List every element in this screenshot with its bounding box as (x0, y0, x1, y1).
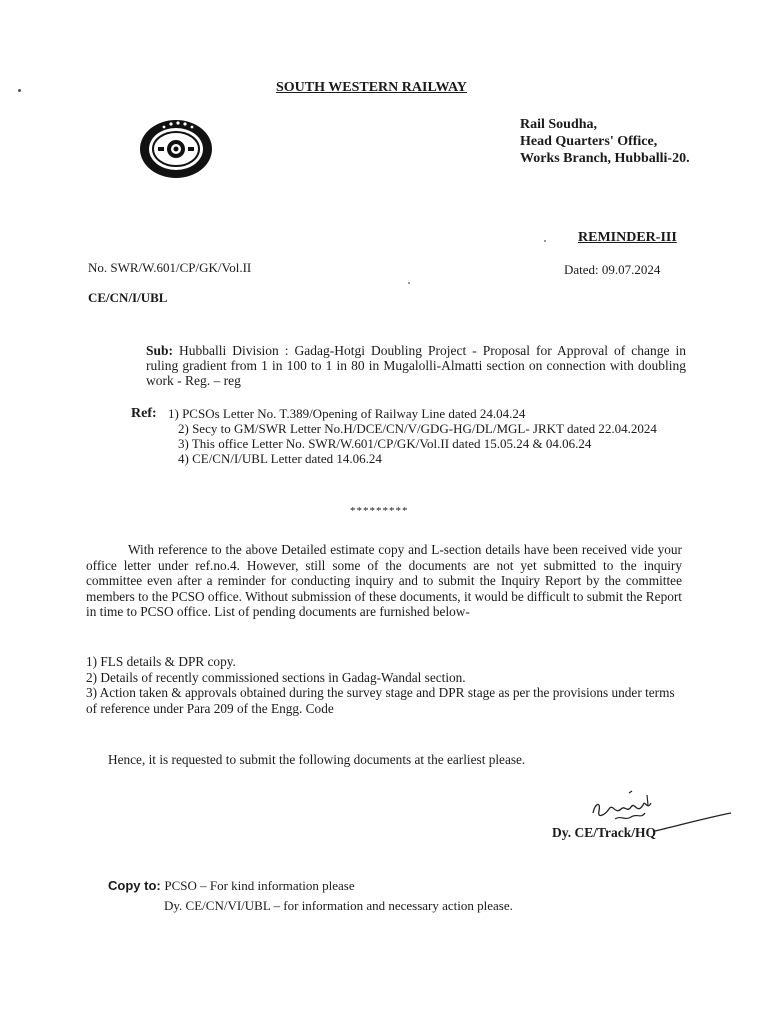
subject-label: Sub: (146, 343, 174, 358)
body-text: With reference to the above Detailed estimate copy and L-section details have been received vide your office letter under ref.no.4. However, still some of the documents are not yet submitted to the inquiry committee even after a reminder for conducting inquiry and to submit the Inquiry Report by the committee members to the PCSO office. Without submission of these documents, it would be difficult to submit the Report in time to PCSO office. List of pending documents are furnished below- (86, 542, 682, 619)
scan-speck (408, 282, 410, 284)
pending-item: 1) FLS details & DPR copy. (86, 654, 236, 669)
copy-to (108, 878, 355, 894)
reminder-heading: REMINDER-III (578, 230, 677, 245)
body-paragraph (86, 542, 682, 620)
scan-speck (544, 240, 546, 242)
pending-item: 2) Details of recently commissioned sections in Gadag-Wandal section. (86, 669, 466, 685)
signatory-designation: Dy. CE/Track/HQ (552, 825, 657, 840)
scan-speck (18, 89, 21, 92)
copy-to-item: Dy. CE/CN/VI/UBL – for information and necessary action please. (164, 898, 513, 913)
subject (146, 343, 686, 388)
address-line: Head Quarters' Office, (520, 134, 658, 149)
reference-item: 4) CE/CN/I/UBL Letter dated 14.06.24 (178, 451, 382, 466)
references-list (168, 406, 688, 466)
copy-to-item: PCSO – For kind information please (164, 878, 355, 893)
address-line: Works Branch, Hubballi-20. (520, 151, 690, 166)
indian-railways-emblem-icon (138, 118, 214, 180)
copy-to-label: Copy to: (108, 878, 161, 893)
reference-item: 2) Secy to GM/SWR Letter No.H/DCE/CN/V/GDG-HG/DL/MGL- JRKT dated 22.04.2024 (178, 421, 657, 436)
pending-item: 3) Action taken & approvals obtained during the survey stage and DPR stage as per the provisions under terms of reference under Para 209 of the Engg. Code (86, 685, 675, 716)
references-label: Ref: (131, 406, 157, 421)
address-line: Rail Soudha, (520, 117, 598, 132)
addressee: CE/CN/I/UBL (88, 290, 168, 305)
letter-number: No. SWR/W.601/CP/GK/Vol.II (88, 260, 252, 275)
subject-text: Hubballi Division : Gadag-Hotgi Doubling Project - Proposal for Approval of change in ruling gradient from 1 in 100 to 1 in 80 in Mugalolli-Almatti section on connection with doubling work - Reg. – reg (146, 343, 687, 388)
letter-date: Dated: 09.07.2024 (564, 262, 661, 277)
request-sentence: Hence, it is requested to submit the following documents at the earliest please. (108, 752, 526, 767)
separator: ********* (350, 505, 409, 517)
letterhead-title: SOUTH WESTERN RAILWAY (276, 80, 467, 95)
reference-item: 3) This office Letter No. SWR/W.601/CP/GK/Vol.II dated 15.05.24 & 04.06.24 (178, 436, 592, 451)
office-address (520, 116, 690, 167)
pending-documents-list (86, 654, 686, 716)
reference-item: 1) PCSOs Letter No. T.389/Opening of Railway Line dated 24.04.24 (168, 406, 526, 421)
